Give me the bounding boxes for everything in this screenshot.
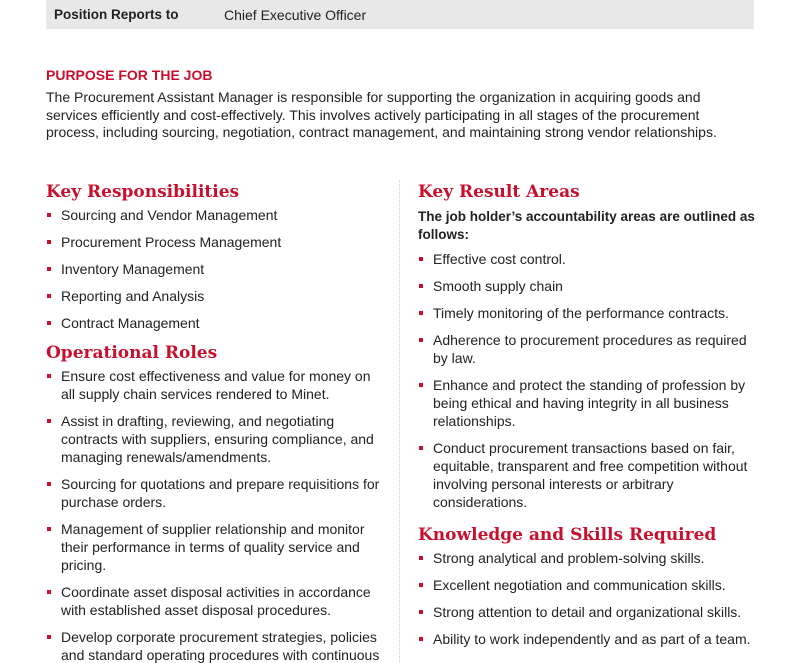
bullet-icon (419, 610, 423, 614)
reports-to-label: Position Reports to (54, 6, 179, 22)
operational-roles-title: Operational Roles (46, 343, 218, 363)
bullet-icon (419, 284, 423, 288)
bullet-icon (47, 374, 51, 378)
list-item: Timely monitoring of the performance contracts. (418, 304, 758, 322)
knowledge-skills-list (418, 549, 758, 648)
list-item: Develop corporate procurement strategies, policies and standard operating procedures with continuous (46, 628, 386, 663)
list-item: Coordinate asset disposal activities in accordance with established asset disposal procedures. (46, 583, 386, 619)
list-item: Strong attention to detail and organizational skills. (418, 603, 758, 621)
list-item: Strong analytical and problem-solving skills. (418, 549, 758, 567)
operational-roles-list (46, 367, 386, 663)
bullet-icon (419, 338, 423, 342)
key-result-areas-title: Key Result Areas (418, 182, 580, 202)
bullet-icon (47, 321, 51, 325)
list-item: Procurement Process Management (46, 233, 386, 251)
reports-to-value: Chief Executive Officer (224, 6, 367, 23)
purpose-text: The Procurement Assistant Manager is responsible for supporting the organization in acquiring goods and services efficiently and cost-effectively. This involves actively participating in all stages of the procurement process, including sourcing, negotiation, contract management, and maintaining strong vendor relationships. (46, 89, 717, 140)
bullet-icon (47, 527, 51, 531)
list-item: Ensure cost effectiveness and value for money on all supply chain services rendered to Minet. (46, 367, 386, 403)
knowledge-skills-title: Knowledge and Skills Required (418, 525, 717, 545)
bullet-icon (47, 482, 51, 486)
key-responsibilities-title: Key Responsibilities (46, 182, 240, 202)
bullet-icon (419, 556, 423, 560)
bullet-icon (47, 419, 51, 423)
list-item: Assist in drafting, reviewing, and negotiating contracts with suppliers, ensuring compliance, and managing renewals/amendments. (46, 412, 386, 466)
bullet-icon (47, 213, 51, 217)
list-item: Sourcing for quotations and prepare requisitions for purchase orders. (46, 475, 386, 511)
key-responsibilities-list (46, 206, 386, 332)
left-column (46, 180, 386, 663)
list-item: Enhance and protect the standing of profession by being ethical and having integrity in all business relationships. (418, 376, 758, 430)
list-item: Management of supplier relationship and monitor their performance in terms of quality service and pricing. (46, 520, 386, 574)
bullet-icon (419, 311, 423, 315)
bullet-icon (419, 583, 423, 587)
list-item: Contract Management (46, 314, 386, 332)
bullet-icon (47, 635, 51, 639)
bullet-icon (419, 446, 423, 450)
bullet-icon (47, 267, 51, 271)
list-item: Conduct procurement transactions based on fair, equitable, transparent and free competition without involving personal interests or arbitrary considerations. (418, 439, 758, 511)
list-item: Ability to work independently and as part of a team. (418, 630, 758, 648)
bullet-icon (419, 637, 423, 641)
purpose-title: PURPOSE FOR THE JOB (46, 67, 213, 83)
bullet-icon (47, 294, 51, 298)
list-item: Adherence to procurement procedures as required by law. (418, 331, 758, 367)
list-item: Effective cost control. (418, 250, 758, 268)
bullet-icon (419, 257, 423, 261)
right-column (418, 180, 758, 657)
list-item: Reporting and Analysis (46, 287, 386, 305)
key-result-areas-intro: The job holder’s accountability areas are outlined as follows: (418, 209, 755, 242)
key-result-areas-list (418, 250, 758, 511)
list-item: Excellent negotiation and communication skills. (418, 576, 758, 594)
reports-to-row (46, 0, 754, 29)
list-item: Inventory Management (46, 260, 386, 278)
column-divider (399, 180, 400, 663)
bullet-icon (419, 383, 423, 387)
bullet-icon (47, 240, 51, 244)
list-item: Smooth supply chain (418, 277, 758, 295)
bullet-icon (47, 590, 51, 594)
list-item: Sourcing and Vendor Management (46, 206, 386, 224)
